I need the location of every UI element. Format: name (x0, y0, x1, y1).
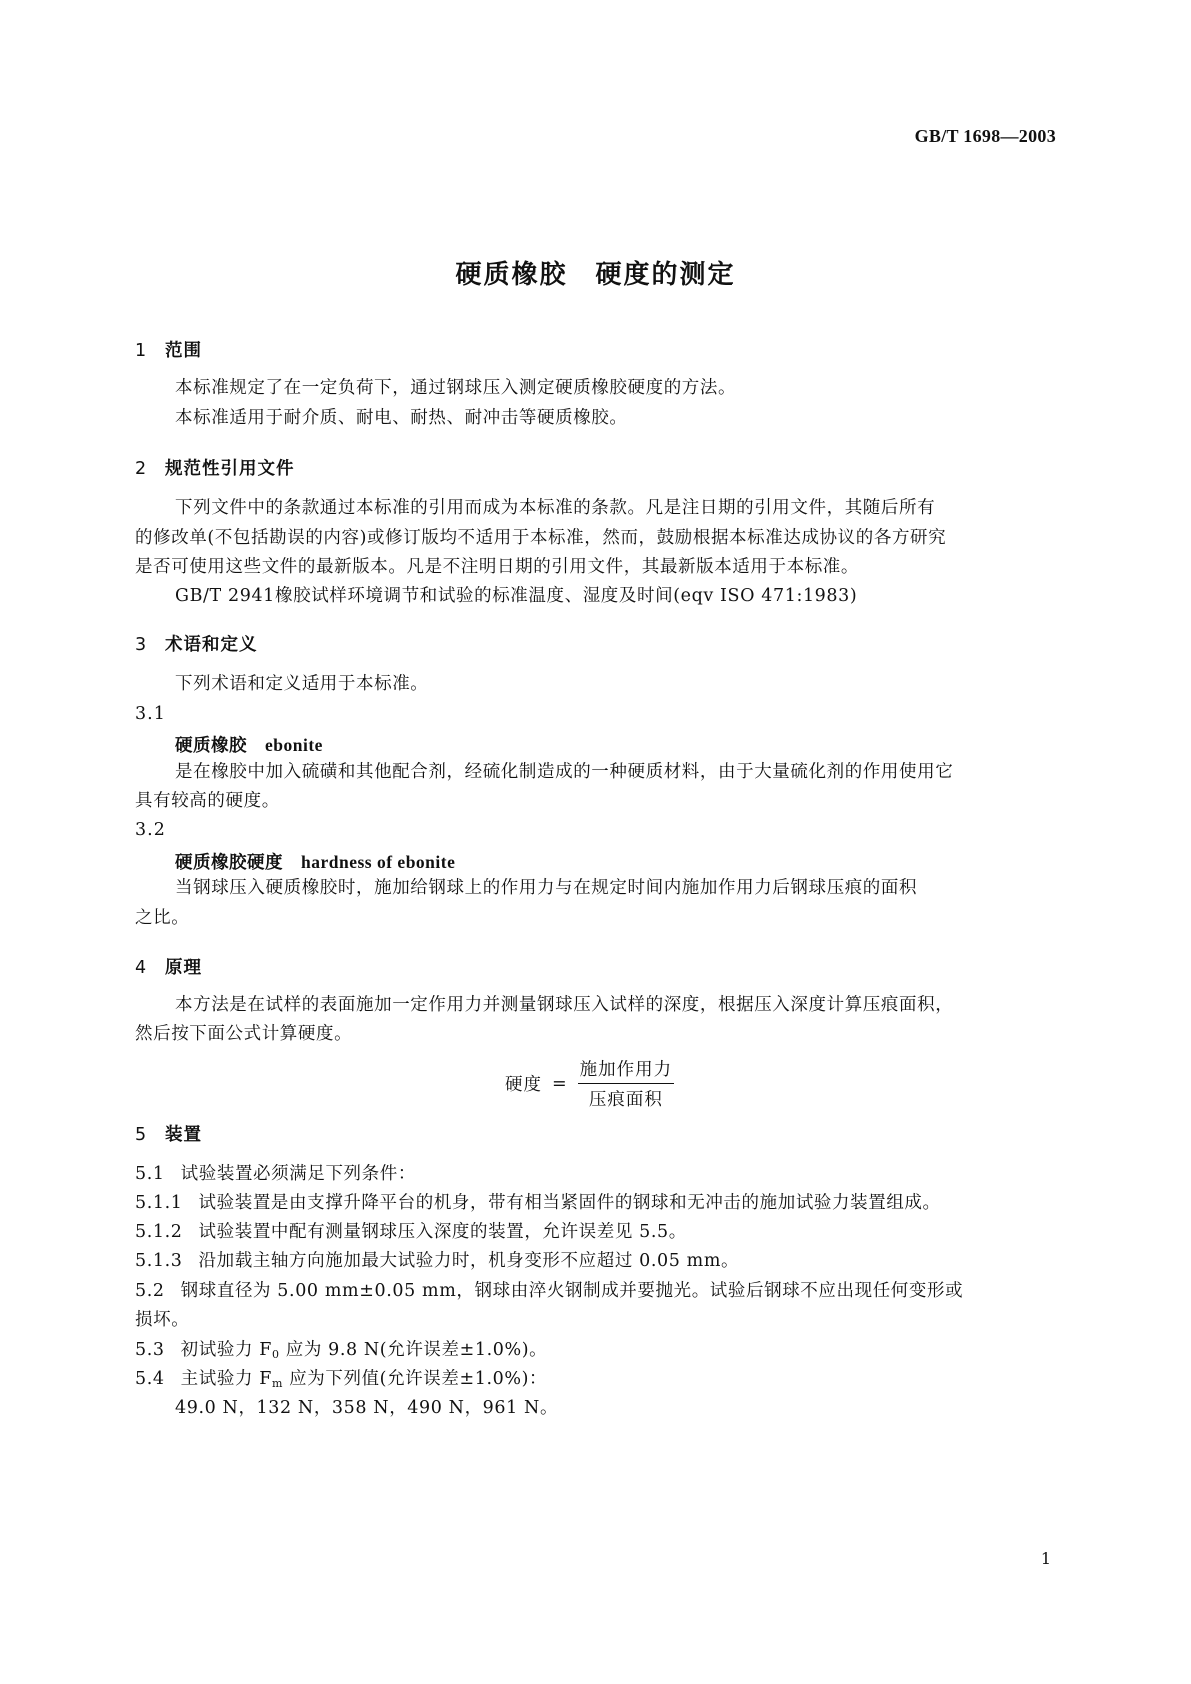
formula-fraction (578, 1056, 675, 1111)
clause-text: 试验装置中配有测量钢球压入深度的装置，允许误差见 5.5。 (198, 1222, 687, 1242)
section-4-heading (135, 954, 202, 979)
formula-denominator: 压痕面积 (588, 1090, 663, 1110)
reference-code: GB/T 2941 (175, 586, 275, 606)
clause-5-4 (135, 1369, 1060, 1390)
clause-number: 5.1 (135, 1164, 165, 1184)
term-heading (175, 849, 455, 874)
paragraph-line: 是在橡胶中加入硫磺和其他配合剂，经硫化制造成的一种硬质材料，由于大量硫化剂的作用使用它 (175, 762, 954, 782)
clause-5-1-2 (135, 1222, 1060, 1243)
term-heading (175, 732, 323, 757)
section-number: 3 (135, 635, 148, 655)
document-title: 硬质橡胶 硬度的测定 (455, 260, 736, 290)
clause-text: 沿加载主轴方向施加最大试验力时，机身变形不应超过 0.05 mm。 (198, 1251, 740, 1271)
clause-number: 5.2 (135, 1281, 165, 1301)
section-number: 4 (135, 958, 148, 978)
section-title: 范围 (165, 341, 202, 361)
paragraph-line: 的修改单(不包括勘误的内容)或修订版均不适用于本标准，然而，鼓励根据本标准达成协议的各方研究 (135, 528, 947, 548)
clause-5-1-3 (135, 1251, 1060, 1272)
standard-code: GB/T 1698—2003 (914, 126, 1056, 146)
section-2-heading (135, 455, 295, 480)
term-zh: 硬质橡胶 (175, 736, 247, 756)
section-title: 原理 (165, 958, 202, 978)
section-1-heading (135, 337, 202, 362)
paragraph-line: 下列文件中的条款通过本标准的引用而成为本标准的条款。凡是注日期的引用文件，其随后所有 (175, 498, 936, 518)
clause-5-3 (135, 1340, 1060, 1361)
hardness-formula (505, 1056, 674, 1111)
paragraph-line: 下列术语和定义适用于本标准。 (175, 674, 429, 694)
paragraph-line: 是否可使用这些文件的最新版本。凡是不注明日期的引用文件，其最新版本适用于本标准。 (135, 557, 859, 577)
clause-text: 试验装置必须满足下列条件： (180, 1164, 416, 1184)
page-number: 1 (1040, 1549, 1051, 1568)
paragraph-line: 然后按下面公式计算硬度。 (135, 1024, 353, 1044)
clause-text: 钢球直径为 5.00 mm±0.05 mm，钢球由淬火钢制成并要抛光。试验后钢球不应出现任何变形或 (180, 1281, 964, 1301)
term-zh: 硬质橡胶硬度 (175, 853, 283, 873)
normative-reference (175, 586, 1060, 607)
term-number: 3.2 (135, 820, 166, 840)
term-en: ebonite (265, 735, 323, 755)
force-values: 49.0 N，132 N，358 N，490 N，961 N。 (175, 1398, 559, 1418)
reference-title: 橡胶试样环境调节和试验的标准温度、湿度及时间(eqv ISO 471:1983) (275, 586, 858, 606)
section-title: 装置 (165, 1125, 202, 1145)
clause-number: 5.1.3 (135, 1251, 183, 1271)
formula-lhs: 硬度 (505, 1075, 542, 1095)
paragraph-line: 之比。 (135, 908, 190, 928)
section-title: 规范性引用文件 (165, 459, 295, 479)
term-number: 3.1 (135, 704, 166, 724)
paragraph-line: 本标准适用于耐介质、耐电、耐热、耐冲击等硬质橡胶。 (175, 408, 628, 428)
clause-text: 试验装置是由支撑升降平台的机身，带有相当紧固件的钢球和无冲击的施加试验力装置组成。 (198, 1193, 941, 1213)
formula-equals: = (552, 1073, 568, 1094)
clause-number: 5.1.2 (135, 1222, 183, 1242)
section-number: 5 (135, 1125, 148, 1145)
clause-number: 5.3 (135, 1340, 165, 1360)
clause-text-pre: 主试验力 F (180, 1369, 272, 1389)
term-en: hardness of ebonite (301, 852, 456, 872)
clause-number: 5.4 (135, 1369, 165, 1389)
subscript: m (271, 1377, 283, 1390)
clause-5-1-1 (135, 1193, 1060, 1214)
section-number: 1 (135, 341, 148, 361)
paragraph-line: 具有较高的硬度。 (135, 791, 280, 811)
clause-5-2 (135, 1281, 1060, 1302)
subscript: 0 (271, 1348, 280, 1361)
formula-numerator: 施加作用力 (578, 1056, 675, 1084)
paragraph-line: 本标准规定了在一定负荷下，通过钢球压入测定硬质橡胶硬度的方法。 (175, 378, 737, 398)
clause-text-post: 应为下列值(允许误差±1.0%)： (282, 1369, 548, 1389)
clause-number: 5.1.1 (135, 1193, 183, 1213)
paragraph-line: 当钢球压入硬质橡胶时，施加给钢球上的作用力与在规定时间内施加作用力后钢球压痕的面积 (175, 878, 918, 898)
section-title: 术语和定义 (165, 635, 258, 655)
paragraph-line: 本方法是在试样的表面施加一定作用力并测量钢球压入试样的深度，根据压入深度计算压痕面积， (175, 995, 954, 1015)
section-5-heading (135, 1121, 202, 1146)
clause-text-post: 应为 9.8 N(允许误差±1.0%)。 (279, 1340, 548, 1360)
clause-text-pre: 初试验力 F (180, 1340, 272, 1360)
section-number: 2 (135, 459, 148, 479)
section-3-heading (135, 631, 258, 656)
clause-continuation: 损坏。 (135, 1310, 190, 1330)
clause-5-1 (135, 1164, 1060, 1185)
